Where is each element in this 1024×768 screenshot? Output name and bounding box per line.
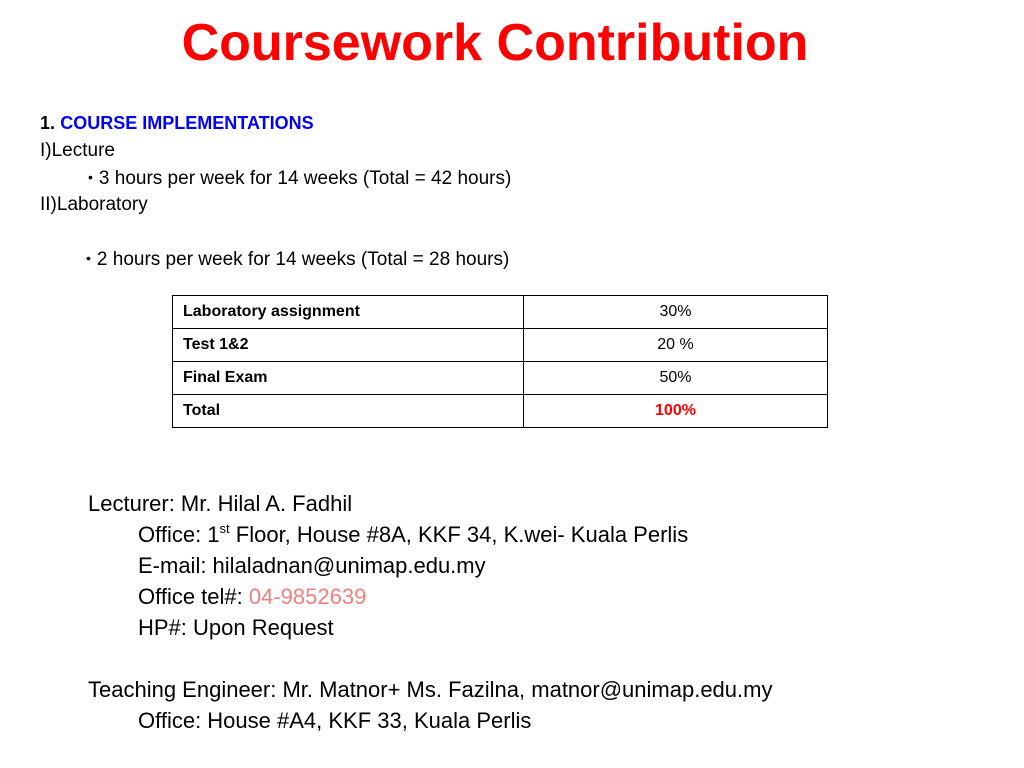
lab-detail: 2 hours per week for 14 weeks (Total = 28 hours) <box>96 249 510 270</box>
lecture-label: I)Lecture <box>40 140 115 161</box>
lecturer-office <box>88 519 772 550</box>
grade-value: 20 % <box>524 329 828 362</box>
office-superscript: st <box>219 521 230 536</box>
lecture-detail-item <box>40 164 511 191</box>
lecture-detail: 3 hours per week for 14 weeks (Total = 42 hours) <box>98 168 512 189</box>
table-row <box>173 329 828 362</box>
spacer <box>40 218 511 245</box>
grade-value: 30% <box>524 296 828 329</box>
office-rest: Floor, House #8A, KKF 34, K.wei- Kuala Perlis <box>229 522 689 547</box>
table-row-total <box>173 395 828 428</box>
section-number: 1. <box>40 113 56 133</box>
office-prefix: Office: 1 <box>138 522 220 547</box>
lab-detail-item <box>40 245 511 272</box>
lecturer-hp: HP#: Upon Request <box>138 615 334 640</box>
section-heading <box>40 110 511 137</box>
bullet-icon: • <box>88 169 93 185</box>
engineer-office: Office: House #A4, KKF 33, Kuala Perlis <box>138 708 532 733</box>
course-implementations-section <box>40 110 511 272</box>
section-title: COURSE IMPLEMENTATIONS <box>60 113 314 133</box>
bullet-icon: • <box>86 250 91 266</box>
grade-label: Test 1&2 <box>173 329 524 362</box>
grade-label: Total <box>173 395 524 428</box>
contact-info <box>88 488 772 736</box>
lecturer-tel <box>88 581 772 612</box>
lecturer-name: Lecturer: Mr. Hilal A. Fadhil <box>88 491 353 516</box>
grade-value: 50% <box>524 362 828 395</box>
table-row <box>173 296 828 329</box>
grade-label: Final Exam <box>173 362 524 395</box>
grade-breakdown-table <box>172 295 828 428</box>
page-title: Coursework Contribution <box>181 14 809 72</box>
tel-label: Office tel#: <box>138 584 249 609</box>
tel-number-link[interactable]: 04-9852639 <box>248 584 367 609</box>
teaching-engineer: Teaching Engineer: Mr. Matnor+ Ms. Fazilna, matnor@unimap.edu.my <box>88 677 773 702</box>
grade-label: Laboratory assignment <box>173 296 524 329</box>
spacer <box>88 643 772 674</box>
lab-label: II)Laboratory <box>40 194 148 215</box>
grade-total-value: 100% <box>524 395 828 428</box>
lecturer-email: E-mail: hilaladnan@unimap.edu.my <box>138 553 486 578</box>
table-row <box>173 362 828 395</box>
